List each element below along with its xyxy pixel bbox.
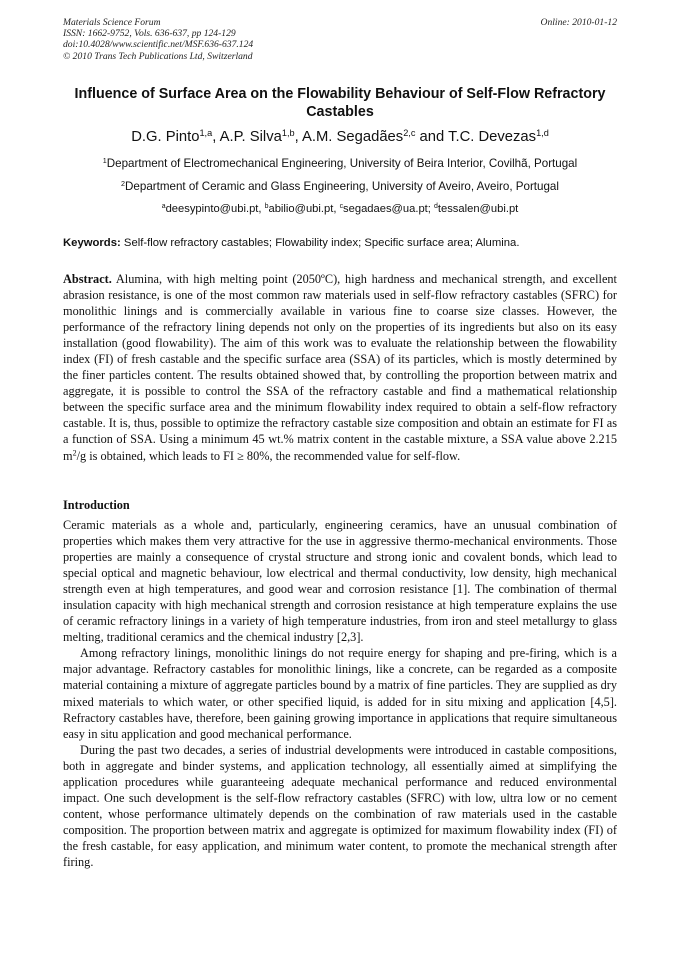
author-affiliation-mark: 1,b xyxy=(281,127,295,138)
affiliation-1 xyxy=(63,157,617,171)
affiliation-text: Department of Electromechanical Engineering, University of Beira Interior, Covilhã, Portugal xyxy=(106,157,578,170)
section-heading-introduction: Introduction xyxy=(63,498,130,512)
author-separator: , xyxy=(294,129,302,145)
introduction-body xyxy=(63,517,617,870)
keywords xyxy=(63,236,617,250)
affiliation-number: 2 xyxy=(121,179,126,189)
author-separator: and xyxy=(415,129,449,145)
paragraph: Among refractory linings, monolithic linings do not require energy for shaping and pre-firing, which is a major advantage. Refractory castables for monolithic linings, like a concrete, can be regarded as a composite material containing a mixture of aggregate particles bound by a matrix of fine particles. They are supplied as dry mixed materials to which water, or other specified liquid, is added for in situ mixing and application [4,5]. Refractory castables have, therefore, been gaining growing importance in applications that require simultaneous easy in situ application and good mechanical performance. xyxy=(63,646,617,741)
email-mark: c xyxy=(339,203,344,211)
journal-header xyxy=(63,17,617,62)
online-date: Online: 2010-01-12 xyxy=(540,17,617,28)
doi-line: doi:10.4028/www.scientific.net/MSF.636-637.124 xyxy=(63,39,254,51)
author-name: T.C. Devezas xyxy=(448,129,537,145)
email-address: deesypinto@ubi.pt, xyxy=(165,203,265,215)
author-affiliation-mark: 2,c xyxy=(403,127,416,138)
paper-title: Influence of Surface Area on the Flowability Behaviour of Self-Flow Refractory Castables xyxy=(74,86,606,120)
copyright-line: © 2010 Trans Tech Publications Ltd, Switzerland xyxy=(63,50,253,62)
author-list xyxy=(63,127,617,147)
abstract-superscript: 2 xyxy=(72,448,77,458)
issn-line: ISSN: 1662-9752, Vols. 636-637, pp 124-129 xyxy=(63,28,236,40)
paragraph: During the past two decades, a series of industrial developments were introduced in castable compositions, both in aggregate and binder systems, and application technology, all essentially aimed at simplifying the application procedures while guaranteeing adequate mechanical performance and reduced environmental impact. One such development is the self-flow refractory castables (SFRC) with low, ultra low or no cement content, whose performance ultimately depends on the combination of raw materials used in the castable composition. The proportion between matrix and aggregate is optimized for maximum flowability index (FI) of the fresh castable, for easy application, and minimum water content, to promote the mechanical strength after firing. xyxy=(63,742,617,869)
email-mark: b xyxy=(264,203,269,211)
affiliation-text: Department of Ceramic and Glass Engineering, University of Aveiro, Aveiro, Portugal xyxy=(125,180,559,193)
abstract-text-end: /g is obtained, which leads to FI ≥ 80%, the recommended value for self-flow. xyxy=(76,448,461,463)
email-address: segadaes@ua.pt; xyxy=(343,203,435,215)
abstract-text: Alumina, with high melting point (2050ºC), high hardness and mechanical strength, and excellent abrasion resistance, is one of the most common raw materials used in self-flow refractory castables (SFRC) for monolithic linings and is commercially available in various fine to coarse size classes. However, the performance of the refractory lining depends not only on the properties of its ingredients but also on its easy installation (good flowability). The aim of this work was to evaluate the relationship between the flowability index (FI) of fresh castable and the specific surface area (SSA) of its particles, which is mostly determined by the finer particles content. The results obtained showed that, by controlling the proportion between matrix and aggregate, it is possible to control the SSA of the refractory castable and find a mathematical relationship between the specific surface area and the minimum flowability index required to obtain a self-flow refractory castable. It is, thus, possible to optimize the refractory castable size composition and obtain an estimate for FI as a function of SSA. Using a minimum 45 wt.% matrix content in the castable mixture, a SSA value above 2.215 m xyxy=(63,272,617,463)
email-mark: a xyxy=(161,203,166,211)
affiliation-2 xyxy=(63,180,617,194)
author-name: A.P. Silva xyxy=(219,129,282,145)
abstract xyxy=(63,271,617,464)
author-name: A.M. Segadães xyxy=(302,129,404,145)
email-mark: d xyxy=(434,203,438,211)
author-separator: , xyxy=(212,129,220,145)
author-affiliation-mark: 1,a xyxy=(199,127,213,138)
email-address: abilio@ubi.pt, xyxy=(268,203,340,215)
author-emails xyxy=(63,202,617,216)
affiliation-number: 1 xyxy=(102,156,107,166)
paragraph: Ceramic materials as a whole and, particularly, engineering ceramics, have an unusual combination of properties which makes them very attractive for the use in aggressive thermo-mechanical environments. Those properties are mainly a consequence of crystal structure and strong ionic and covalent bonds, which lead to special optical and magnetic behaviour, low electrical and thermal conductivity, low density, high mechanical strength even at high temperatures, and good wear and corrosion resistance [1]. The combination of thermal insulation capacity with high mechanical strength and corrosion resistance at high temperature explains the use of ceramic refractory linings in a variety of high temperature industries, from iron and steel metallurgy to glass melting, traditional ceramics and the chemical industry [2,3]. xyxy=(63,518,617,645)
author-affiliation-mark: 1,d xyxy=(536,127,549,138)
keywords-text: Self-flow refractory castables; Flowability index; Specific surface area; Alumina. xyxy=(123,237,520,249)
keywords-label: Keywords: xyxy=(63,237,121,249)
journal-name: Materials Science Forum xyxy=(63,17,161,28)
abstract-label: Abstract. xyxy=(63,272,112,286)
author-name: D.G. Pinto xyxy=(131,129,200,145)
email-address: tessalen@ubi.pt xyxy=(437,203,519,215)
